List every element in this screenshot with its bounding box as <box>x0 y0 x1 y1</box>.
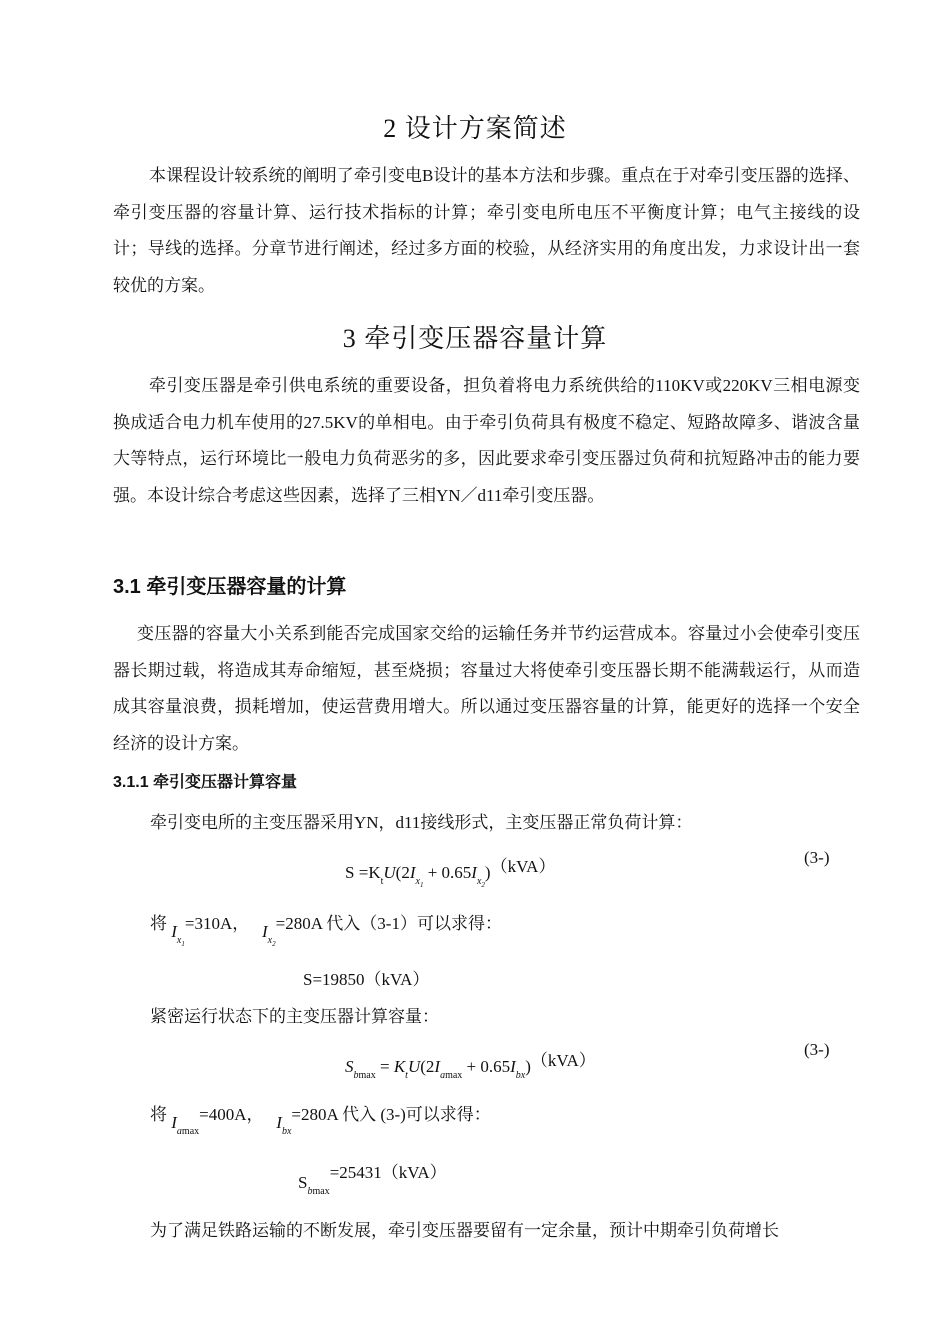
formula-k: K <box>368 863 381 882</box>
section-3-1-title: 3.1 牵引变压器容量的计算 <box>113 576 347 598</box>
subst2-prefix: 将 <box>150 1105 167 1124</box>
substitution-1 <box>150 909 502 948</box>
intro-line: 牵引变电所的主变压器采用YN，d11接线形式，主变压器正常负荷计算： <box>150 813 693 832</box>
result2-value: =25431（kVA） <box>329 1163 447 1182</box>
formula-i2-sub: x2 <box>476 876 485 889</box>
section-3-1-paragraph: 变压器的容量大小关系到能否完成国家交给的运输任务并节约运营成本。容量过小会使牵引变压器长期过载，将造成其寿命缩短，甚至烧损；容量过大将使牵引变压器长期不能满载运行，从而造成其容量浪费，损耗增加，使运营费用增大。所以通过变压器容量的计算，能更好的选择一个安全经济的设计方案。 <box>113 624 860 753</box>
result2-s: $S_{bmax}$ <box>298 1173 330 1197</box>
formula-s: S <box>345 863 355 882</box>
f2-k: K <box>393 1057 406 1076</box>
f2-plus: + 0.65 <box>462 1057 511 1076</box>
f2-eq: = <box>375 1057 394 1076</box>
subst-prefix: 将 <box>150 914 167 933</box>
subst-value-2: =280A 代入（3-1）可以求得： <box>275 914 502 933</box>
formula-u: U <box>383 863 396 882</box>
formula-i2: I <box>471 863 477 882</box>
section-2-paragraph: 本课程设计较系统的阐明了牵引变电B设计的基本方法和步骤。重点在于对牵引变压器的选择、牵引变压器的容量计算、运行技术指标的计算；牵引变电所电压不平衡度计算；电气主接线的设计；导线的选择。分章节进行阐述，经过多方面的校验，从经济实用的角度出发，力求设计出一套较优的方案。 <box>113 166 860 295</box>
f2-u: U <box>407 1057 421 1076</box>
result-1: S=19850（kVA） <box>303 970 430 989</box>
subst2-i-bx: $I_{bx}$ <box>276 1113 292 1137</box>
subst-i-x1: $I_{x_1}$ <box>171 922 185 948</box>
section-3-1-1-title: 3.1.1 牵引变压器计算容量 <box>113 774 298 791</box>
result-2 <box>298 1158 447 1197</box>
f2-open: (2 <box>420 1057 435 1076</box>
formula-unit: （kVA） <box>490 857 556 876</box>
subst2-i-amax: $I_{amax}$ <box>171 1113 200 1137</box>
f2-i1: I <box>434 1057 441 1076</box>
formula-close: ) <box>484 863 491 882</box>
formula-tight-load <box>345 1046 596 1081</box>
f2-i2: I <box>510 1057 516 1076</box>
f2-s-sub: bmax <box>353 1070 376 1081</box>
formula-i1-sub: x1 <box>415 876 424 889</box>
formula-i1: I <box>409 863 416 882</box>
f2-close: ) <box>525 1057 531 1076</box>
formula-eq: = <box>354 863 369 882</box>
f2-unit: （kVA） <box>530 1051 596 1070</box>
substitution-2 <box>150 1100 491 1137</box>
f2-i2-sub: bx <box>515 1070 526 1081</box>
formula-k-sub: t <box>380 876 384 887</box>
tight-intro: 紧密运行状态下的主变压器计算容量： <box>150 1007 439 1026</box>
section-2-title: 2 设计方案简述 <box>383 114 567 143</box>
section-3-title: 3 牵引变压器容量计算 <box>342 324 608 353</box>
subst-value-1: =310A， <box>184 914 250 933</box>
formula-open: (2 <box>395 863 410 882</box>
equation-number-1: (3-) <box>804 848 830 867</box>
f2-k-sub: t <box>405 1070 408 1081</box>
formula-plus: + 0.65 <box>423 863 472 882</box>
subst-i-x2: $I_{x_2}$ <box>262 922 276 948</box>
formula-normal-load <box>345 852 555 889</box>
section-3-paragraph: 牵引变压器是牵引供电系统的重要设备，担负着将电力系统供给的110KV或220KV三相电源变换成适合电力机车使用的27.5KV的单相电。由于牵引负荷具有极度不稳定、短路故障多、谐波含量大等特点，运行环境比一般电力负荷恶劣的多，因此要求牵引变压器过负荷和抗短路冲击的能力要强。本设计综合考虑这些因素，选择了三相YN／d11牵引变压器。 <box>113 376 860 505</box>
subst2-value-1: =400A， <box>199 1105 264 1124</box>
subst2-value-2: =280A 代入 (3-)可以求得： <box>291 1105 491 1124</box>
equation-number-2: (3-) <box>804 1040 830 1059</box>
f2-s: S <box>345 1057 354 1076</box>
final-line: 为了满足铁路运输的不断发展，牵引变压器要留有一定余量，预计中期牵引负荷增长 <box>150 1221 779 1240</box>
f2-i1-sub: amax <box>440 1070 463 1081</box>
